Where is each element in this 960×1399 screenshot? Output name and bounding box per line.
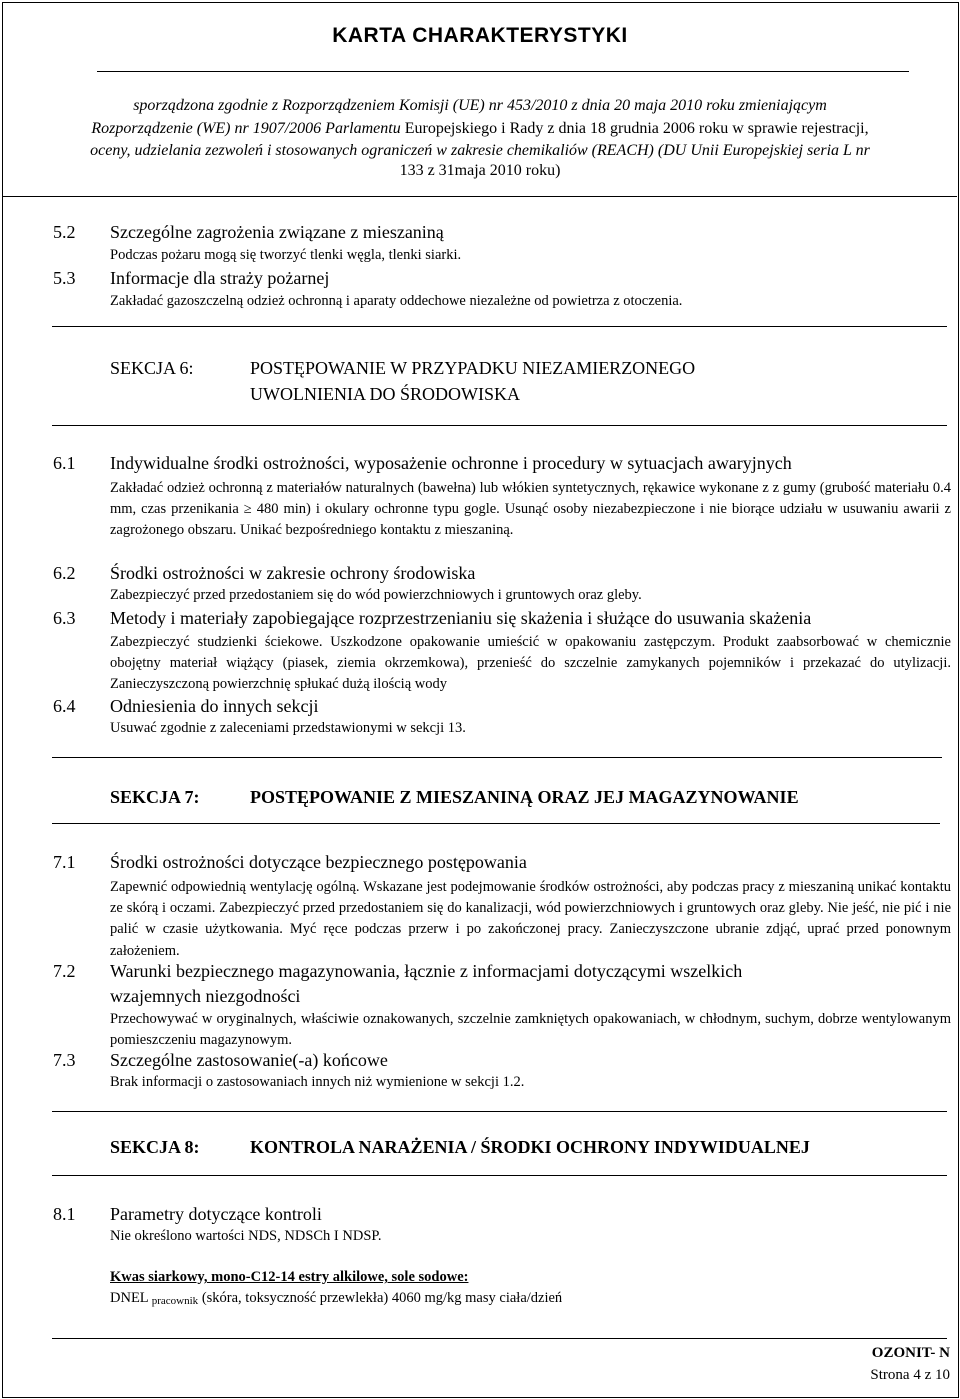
section-title: POSTĘPOWANIE W PRZYPADKU NIEZAMIERZONEGO xyxy=(250,358,696,378)
section-number: 6.3 xyxy=(53,608,76,628)
footer-rule xyxy=(52,1338,947,1339)
title-rule xyxy=(97,71,909,72)
subsection-title: Środki ostrożności dotyczące bezpiecznego postępowania xyxy=(110,852,527,872)
subsection-title: Metody i materiały zapobiegające rozprzestrzenianiu się skażenia i służące do usuwania skażenia xyxy=(110,608,812,628)
section-rule xyxy=(52,1175,947,1176)
document-title: KARTA CHARAKTERYSTYKI xyxy=(332,24,628,47)
subsection-title: Indywidualne środki ostrożności, wyposażenie ochronne i procedury w sytuacjach awaryjnych xyxy=(110,453,792,473)
section-number: 6.1 xyxy=(53,453,76,473)
section-number: 6.4 xyxy=(53,696,76,716)
section-title: KONTROLA NARAŻENIA / ŚRODKI OCHRONY INDYWIDUALNEJ xyxy=(250,1137,810,1157)
section-number: 5.3 xyxy=(53,268,76,288)
section-rule xyxy=(52,425,947,426)
subsection-text: Usuwać zgodnie z zaleceniami przedstawionymi w sekcji 13. xyxy=(110,720,466,736)
subsection-title: Szczególne zagrożenia związane z mieszaniną xyxy=(110,222,444,242)
regulation-line-1: sporządzona zgodnie z Rozporządzeniem Komisji (UE) nr 453/2010 z dnia 20 maja 2010 roku zmieniającym xyxy=(133,97,827,114)
subsection-title: Parametry dotyczące kontroli xyxy=(110,1204,322,1224)
regulation-line-3: oceny, udzielania zezwoleń i stosowanych ograniczeń w zakresie chemikaliów (REACH) (DU Unii Europejskiej seria L nr xyxy=(90,142,870,159)
section-label: SEKCJA 6: xyxy=(110,358,194,378)
subsection-text: Zabezpieczyć przed przedostaniem się do wód powierzchniowych i gruntowych oraz gleby. xyxy=(110,587,642,603)
subsection-title: Informacje dla straży pożarnej xyxy=(110,268,330,288)
subsection-text: Zapewnić odpowiednią wentylację ogólną. Wskazane jest podejmowanie środków ostrożności, aby podczas pracy z mieszaniną unikać kontaktu ze skórą i oczami. Zabezpieczyć przed przedostaniem się do kanalizacji, wód powierzchniowych i gruntowych oraz gleby. Nie jeść, nie pić i nie palić w czasie użytkowania. Myć ręce podczas przerw i po zakończonej pracy. Zanieczyszczone ubranie zdjąć, uprać przed ponownym założeniem. xyxy=(110,879,951,959)
section-number: 6.2 xyxy=(53,563,76,583)
subsection-text: Podczas pożaru mogą się tworzyć tlenki węgla, tlenki siarki. xyxy=(110,247,462,263)
regulation-line-2: Rozporządzenie (WE) nr 1907/2006 Parlamentu Europejskiego i Rady z dnia 18 grudnia 2006 roku w sprawie rejestracji, xyxy=(91,120,869,137)
header-divider xyxy=(2,196,957,197)
subsection-title: Warunki bezpiecznego magazynowania, łącznie z informacjami dotyczącymi wszelkich xyxy=(110,961,743,981)
section-rule xyxy=(52,823,940,824)
regulation-line-4: 133 z 31maja 2010 roku) xyxy=(399,162,561,179)
section-number: 7.3 xyxy=(53,1050,76,1070)
subsection-title: Środki ostrożności w zakresie ochrony środowiska xyxy=(110,563,476,583)
section-number: 8.1 xyxy=(53,1204,76,1224)
subsection-text: Zakładać odzież ochronną z materiałów naturalnych (bawełna) lub włókien syntetycznych, rękawice wykonane z z gumy (grubość materiału 0.4 mm, czas przenikania ≥ 480 min) i okulary ochronne typu gogle. Usunąć osoby niezabezpieczone i nie biorące udziału w usuwaniu awarii z zagrożonego obszaru. Unikać bezpośredniego kontaktu z mieszaniną. xyxy=(110,480,951,539)
subsection-title: Szczególne zastosowanie(-a) końcowe xyxy=(110,1050,388,1070)
section-number: 7.1 xyxy=(53,852,76,872)
subsection-title: Odniesienia do innych sekcji xyxy=(110,696,319,716)
section-number: 7.2 xyxy=(53,961,76,981)
subsection-title-cont: wzajemnych niezgodności xyxy=(110,986,301,1006)
section-label: SEKCJA 7: xyxy=(110,787,200,807)
section-rule xyxy=(52,1111,947,1112)
dnel-line: DNEL pracownik (skóra, toksyczność przewlekła) 4060 mg/kg masy ciała/dzień xyxy=(110,1290,563,1307)
section-label: SEKCJA 8: xyxy=(110,1137,200,1157)
substance-heading: Kwas siarkowy, mono-C12-14 estry alkilowe, sole sodowe: xyxy=(110,1269,469,1285)
subsection-text: Nie określono wartości NDS, NDSCh I NDSP. xyxy=(110,1228,382,1244)
subsection-text: Przechowywać w oryginalnych, właściwie oznakowanych, szczelnie zamkniętych opakowaniach, w chłodnym, suchym, dobrze wentylowanym pomieszczeniu magazynowym. xyxy=(110,1011,951,1049)
section-title-cont: UWOLNIENIA DO ŚRODOWISKA xyxy=(250,384,520,404)
section-number: 5.2 xyxy=(53,222,76,242)
page-number: Strona 4 z 10 xyxy=(870,1367,950,1383)
section-title: POSTĘPOWANIE Z MIESZANINĄ ORAZ JEJ MAGAZYNOWANIE xyxy=(250,787,799,807)
section-rule xyxy=(52,757,942,758)
subsection-text: Zakładać gazoszczelną odzież ochronną i aparaty oddechowe niezależne od powietrza z otoczenia. xyxy=(110,293,683,309)
product-name: OZONIT- N xyxy=(871,1345,950,1361)
subsection-text: Zabezpieczyć studzienki ściekowe. Uszkodzone opakowanie umieścić w opakowaniu zastępczym. Produkt zaabsorbować w chemicznie obojętny materiał wiążący (piasek, ziemia okrzemkowa), przenieść do szczelnie zamykanych pojemników i przekazać do utylizacji. Zanieczyszczoną powierzchnię spłukać dużą ilością wody xyxy=(110,634,951,693)
subsection-text: Brak informacji o zastosowaniach innych niż wymienione w sekcji 1.2. xyxy=(110,1074,525,1090)
section-rule xyxy=(52,326,947,327)
